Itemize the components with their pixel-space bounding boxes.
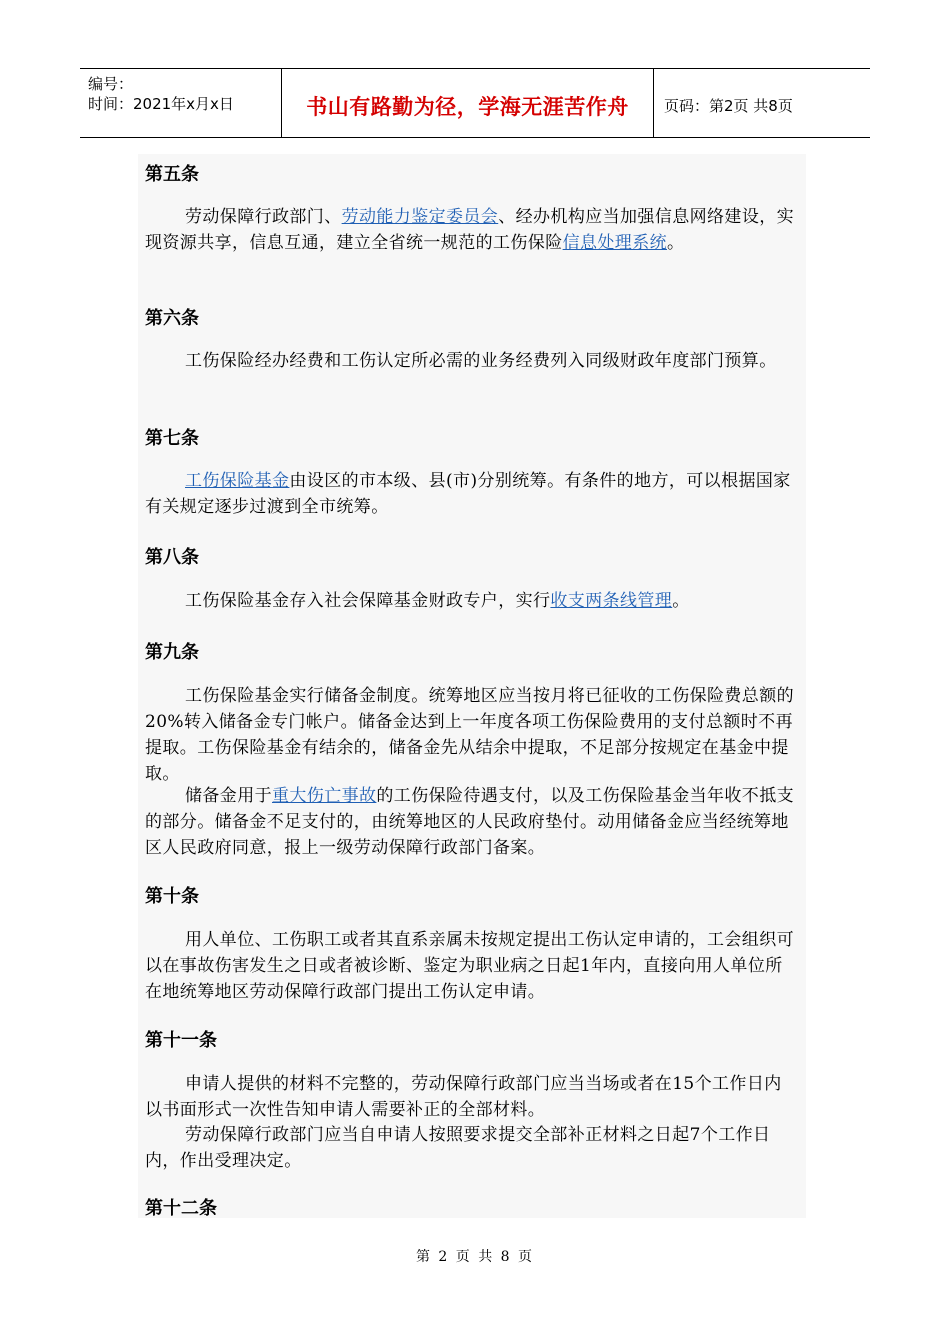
article-link[interactable]: 重大伤亡事故 bbox=[272, 786, 377, 806]
header-motto: 书山有路勤为径，学海无涯苦作舟 bbox=[306, 95, 629, 119]
header-page-info: 页码：第2页 共8页 bbox=[664, 97, 793, 115]
header-page-cell bbox=[654, 69, 870, 137]
article-text: 工伤保险基金存入社会保障基金财政专户，实行 bbox=[185, 591, 551, 611]
article-paragraph bbox=[145, 1071, 797, 1123]
article-paragraph bbox=[145, 783, 797, 861]
article-text: 劳动保障行政部门应当自申请人按照要求提交全部补正材料之日起7个工作日内，作出受理决定。 bbox=[145, 1125, 771, 1171]
article-text: 、经办机构应当加强信息网络建设，实现资源共享，信息互通，建立全省统一规范的工伤保险 bbox=[145, 207, 795, 253]
article-heading: 第十条 bbox=[145, 886, 199, 907]
header-meta-cell bbox=[80, 69, 282, 137]
article-paragraph bbox=[145, 588, 797, 614]
document-time-label: 时间：2021年x月x日 bbox=[88, 95, 234, 113]
article-text: 。 bbox=[672, 591, 690, 611]
document-number-label: 编号： bbox=[88, 75, 134, 93]
article-link[interactable]: 信息处理系统 bbox=[562, 233, 668, 253]
article-heading: 第十一条 bbox=[145, 1030, 217, 1051]
article-text: 储备金用于 bbox=[185, 786, 272, 806]
article-paragraph bbox=[145, 468, 797, 520]
article-heading: 第五条 bbox=[145, 164, 199, 185]
article-heading: 第七条 bbox=[145, 428, 199, 449]
article-paragraph bbox=[145, 927, 797, 1005]
header-motto-cell bbox=[282, 69, 654, 137]
article-text: 。 bbox=[667, 233, 685, 253]
article-paragraph bbox=[145, 348, 797, 374]
article-heading: 第六条 bbox=[145, 308, 199, 329]
article-paragraph bbox=[145, 204, 797, 256]
article-heading: 第八条 bbox=[145, 547, 199, 568]
article-paragraph bbox=[145, 1122, 797, 1174]
article-text: 的工伤保险待遇支付，以及工伤保险基金当年收不抵支的部分。储备金不足支付的，由统筹地区的人民政府垫付。动用储备金应当经统筹地区人民政府同意，报上一级劳动保障行政部门备案。 bbox=[145, 786, 795, 858]
article-text: 用人单位、工伤职工或者其直系亲属未按规定提出工伤认定申请的，工会组织可以在事故伤害发生之日或者被诊断、鉴定为职业病之日起1年内，直接向用人单位所在地统筹地区劳动保障行政部门提出工伤认定申请。 bbox=[145, 930, 794, 1002]
article-heading: 第十二条 bbox=[145, 1198, 217, 1219]
page-footer: 第 2 页 共 8 页 bbox=[415, 1249, 535, 1265]
article-link[interactable]: 收支两条线管理 bbox=[550, 591, 673, 611]
article-link[interactable]: 工伤保险基金 bbox=[185, 471, 290, 491]
article-text: 工伤保险经办经费和工伤认定所必需的业务经费列入同级财政年度部门预算。 bbox=[185, 351, 777, 371]
article-text: 工伤保险基金实行储备金制度。统筹地区应当按月将已征收的工伤保险费总额的20%转入储备金专门帐户。储备金达到上一年度各项工伤保险费用的支付总额时不再提取。工伤保险基金有结余的，储备金先从结余中提取，不足部分按规定在基金中提取。 bbox=[145, 686, 794, 784]
article-text: 劳动保障行政部门、 bbox=[185, 207, 342, 227]
article-heading: 第九条 bbox=[145, 642, 199, 663]
article-text: 申请人提供的材料不完整的，劳动保障行政部门应当当场或者在15个工作日内以书面形式一次性告知申请人需要补正的全部材料。 bbox=[145, 1074, 782, 1120]
article-text: 由设区的市本级、县(市)分别统筹。有条件的地方，可以根据国家有关规定逐步过渡到全市统筹。 bbox=[145, 471, 791, 517]
article-link[interactable]: 劳动能力鉴定委员会 bbox=[341, 207, 499, 227]
page-header bbox=[80, 68, 870, 138]
article-paragraph bbox=[145, 683, 797, 787]
